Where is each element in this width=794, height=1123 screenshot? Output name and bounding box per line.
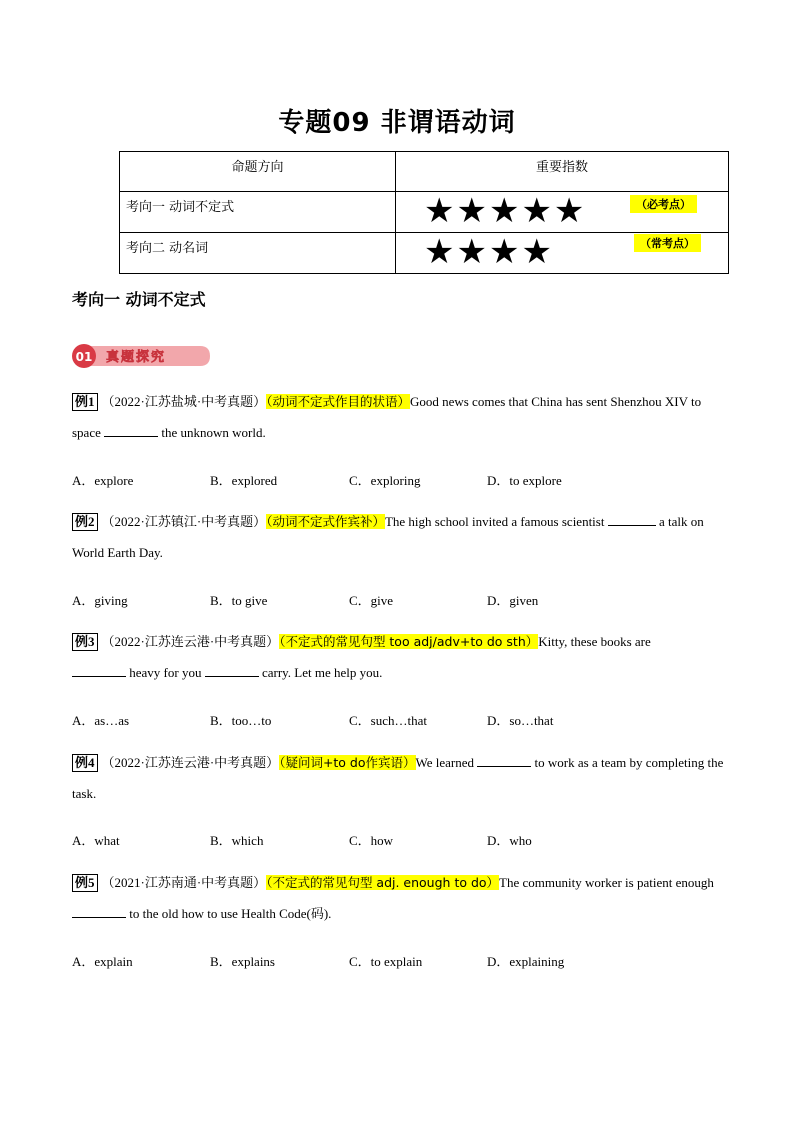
option-d[interactable]: D．so…that: [487, 713, 554, 728]
question-1: [72, 386, 732, 448]
option-b[interactable]: B．explored: [210, 473, 278, 488]
option-c[interactable]: C．such…that: [349, 713, 427, 728]
importance-cell: [396, 192, 729, 233]
question-text: a talk on World Earth Day.: [72, 514, 704, 560]
option-b[interactable]: B．to give: [210, 593, 268, 608]
question-text: carry. Let me help you.: [261, 665, 383, 680]
option-b[interactable]: B．too…to: [210, 713, 272, 728]
direction-cell: 考向一 动词不定式: [120, 192, 396, 233]
question-4: [72, 747, 732, 809]
example-tag: 例5: [72, 874, 98, 892]
option-c[interactable]: C．give: [349, 593, 394, 608]
option-a[interactable]: A．explain: [72, 954, 133, 969]
table-row: [120, 233, 729, 274]
question-highlight: （动词不定式作目的状语）: [266, 394, 410, 409]
question-text: The community worker is patient enough: [499, 875, 714, 890]
question-2: [72, 506, 732, 568]
star-rating: ★★★★★: [424, 191, 587, 231]
answer-blank: [205, 664, 259, 677]
option-a[interactable]: A．as…as: [72, 713, 130, 728]
question-text: the unknown world.: [161, 425, 266, 440]
answer-blank: [72, 664, 126, 677]
banner-number: 01: [75, 350, 93, 364]
question-highlight: （不定式的常见句型 adj. enough to do）: [266, 875, 500, 890]
question-source: （2022·江苏连云港·中考真题）: [101, 755, 280, 770]
header-importance: 重要指数: [396, 152, 729, 192]
answer-blank: [477, 754, 531, 767]
question-text: Kitty, these books are: [538, 634, 651, 649]
example-tag: 例2: [72, 513, 98, 531]
option-a[interactable]: A．explore: [72, 473, 134, 488]
question-source: （2021·江苏南通·中考真题）: [101, 875, 267, 890]
example-tag: 例3: [72, 633, 98, 651]
table-header-row: [120, 152, 729, 192]
status-badge: （常考点）: [634, 234, 701, 252]
question-highlight: （不定式的常见句型 too adj/adv+to do sth）: [279, 634, 539, 649]
status-badge: （必考点）: [630, 195, 697, 213]
question-3: [72, 626, 732, 688]
page-title: 专题09 非谓语动词: [278, 108, 516, 138]
section-title: 考向一 动词不定式: [72, 290, 206, 309]
importance-cell: [396, 233, 729, 274]
option-d[interactable]: D．given: [487, 593, 539, 608]
question-source: （2022·江苏连云港·中考真题）: [101, 634, 280, 649]
answer-blank: [72, 905, 126, 918]
banner-text: 真题探究: [106, 350, 167, 365]
option-d[interactable]: D．who: [487, 833, 532, 848]
question-text: to the old how to use Health Code(码).: [129, 906, 332, 921]
example-tag: 例4: [72, 754, 98, 772]
option-b[interactable]: B．explains: [210, 954, 275, 969]
question-source: （2022·江苏镇江·中考真题）: [101, 514, 267, 529]
question-text: We learned: [415, 755, 475, 770]
table-row: [120, 192, 729, 233]
answer-blank: [608, 513, 656, 526]
question-text: to work as a team by completing the task.: [72, 755, 724, 801]
option-c[interactable]: C．to explain: [349, 954, 423, 969]
question-5: [72, 867, 732, 929]
example-tag: 例1: [72, 393, 98, 411]
question-text: The high school invited a famous scientist: [384, 514, 605, 529]
question-text: heavy for you: [129, 665, 202, 680]
question-highlight: （疑问词+to do作宾语）: [279, 755, 416, 770]
option-d[interactable]: D．explaining: [487, 954, 565, 969]
option-a[interactable]: A．what: [72, 833, 120, 848]
option-c[interactable]: C．exploring: [349, 473, 421, 488]
question-text: Good news comes that China has sent Shenzhou XIV to space: [72, 394, 702, 440]
option-b[interactable]: B．which: [210, 833, 264, 848]
question-highlight: （动词不定式作宾补）: [266, 514, 385, 529]
question-source: （2022·江苏盐城·中考真题）: [101, 394, 267, 409]
direction-cell: 考向二 动名词: [120, 233, 396, 274]
star-rating: ★★★★: [424, 232, 554, 272]
header-direction: 命题方向: [120, 152, 396, 192]
section-banner: [72, 343, 212, 369]
answer-blank: [104, 424, 158, 437]
option-d[interactable]: D．to explore: [487, 473, 562, 488]
option-a[interactable]: A．giving: [72, 593, 128, 608]
option-c[interactable]: C．how: [349, 833, 394, 848]
importance-table: [119, 151, 729, 274]
